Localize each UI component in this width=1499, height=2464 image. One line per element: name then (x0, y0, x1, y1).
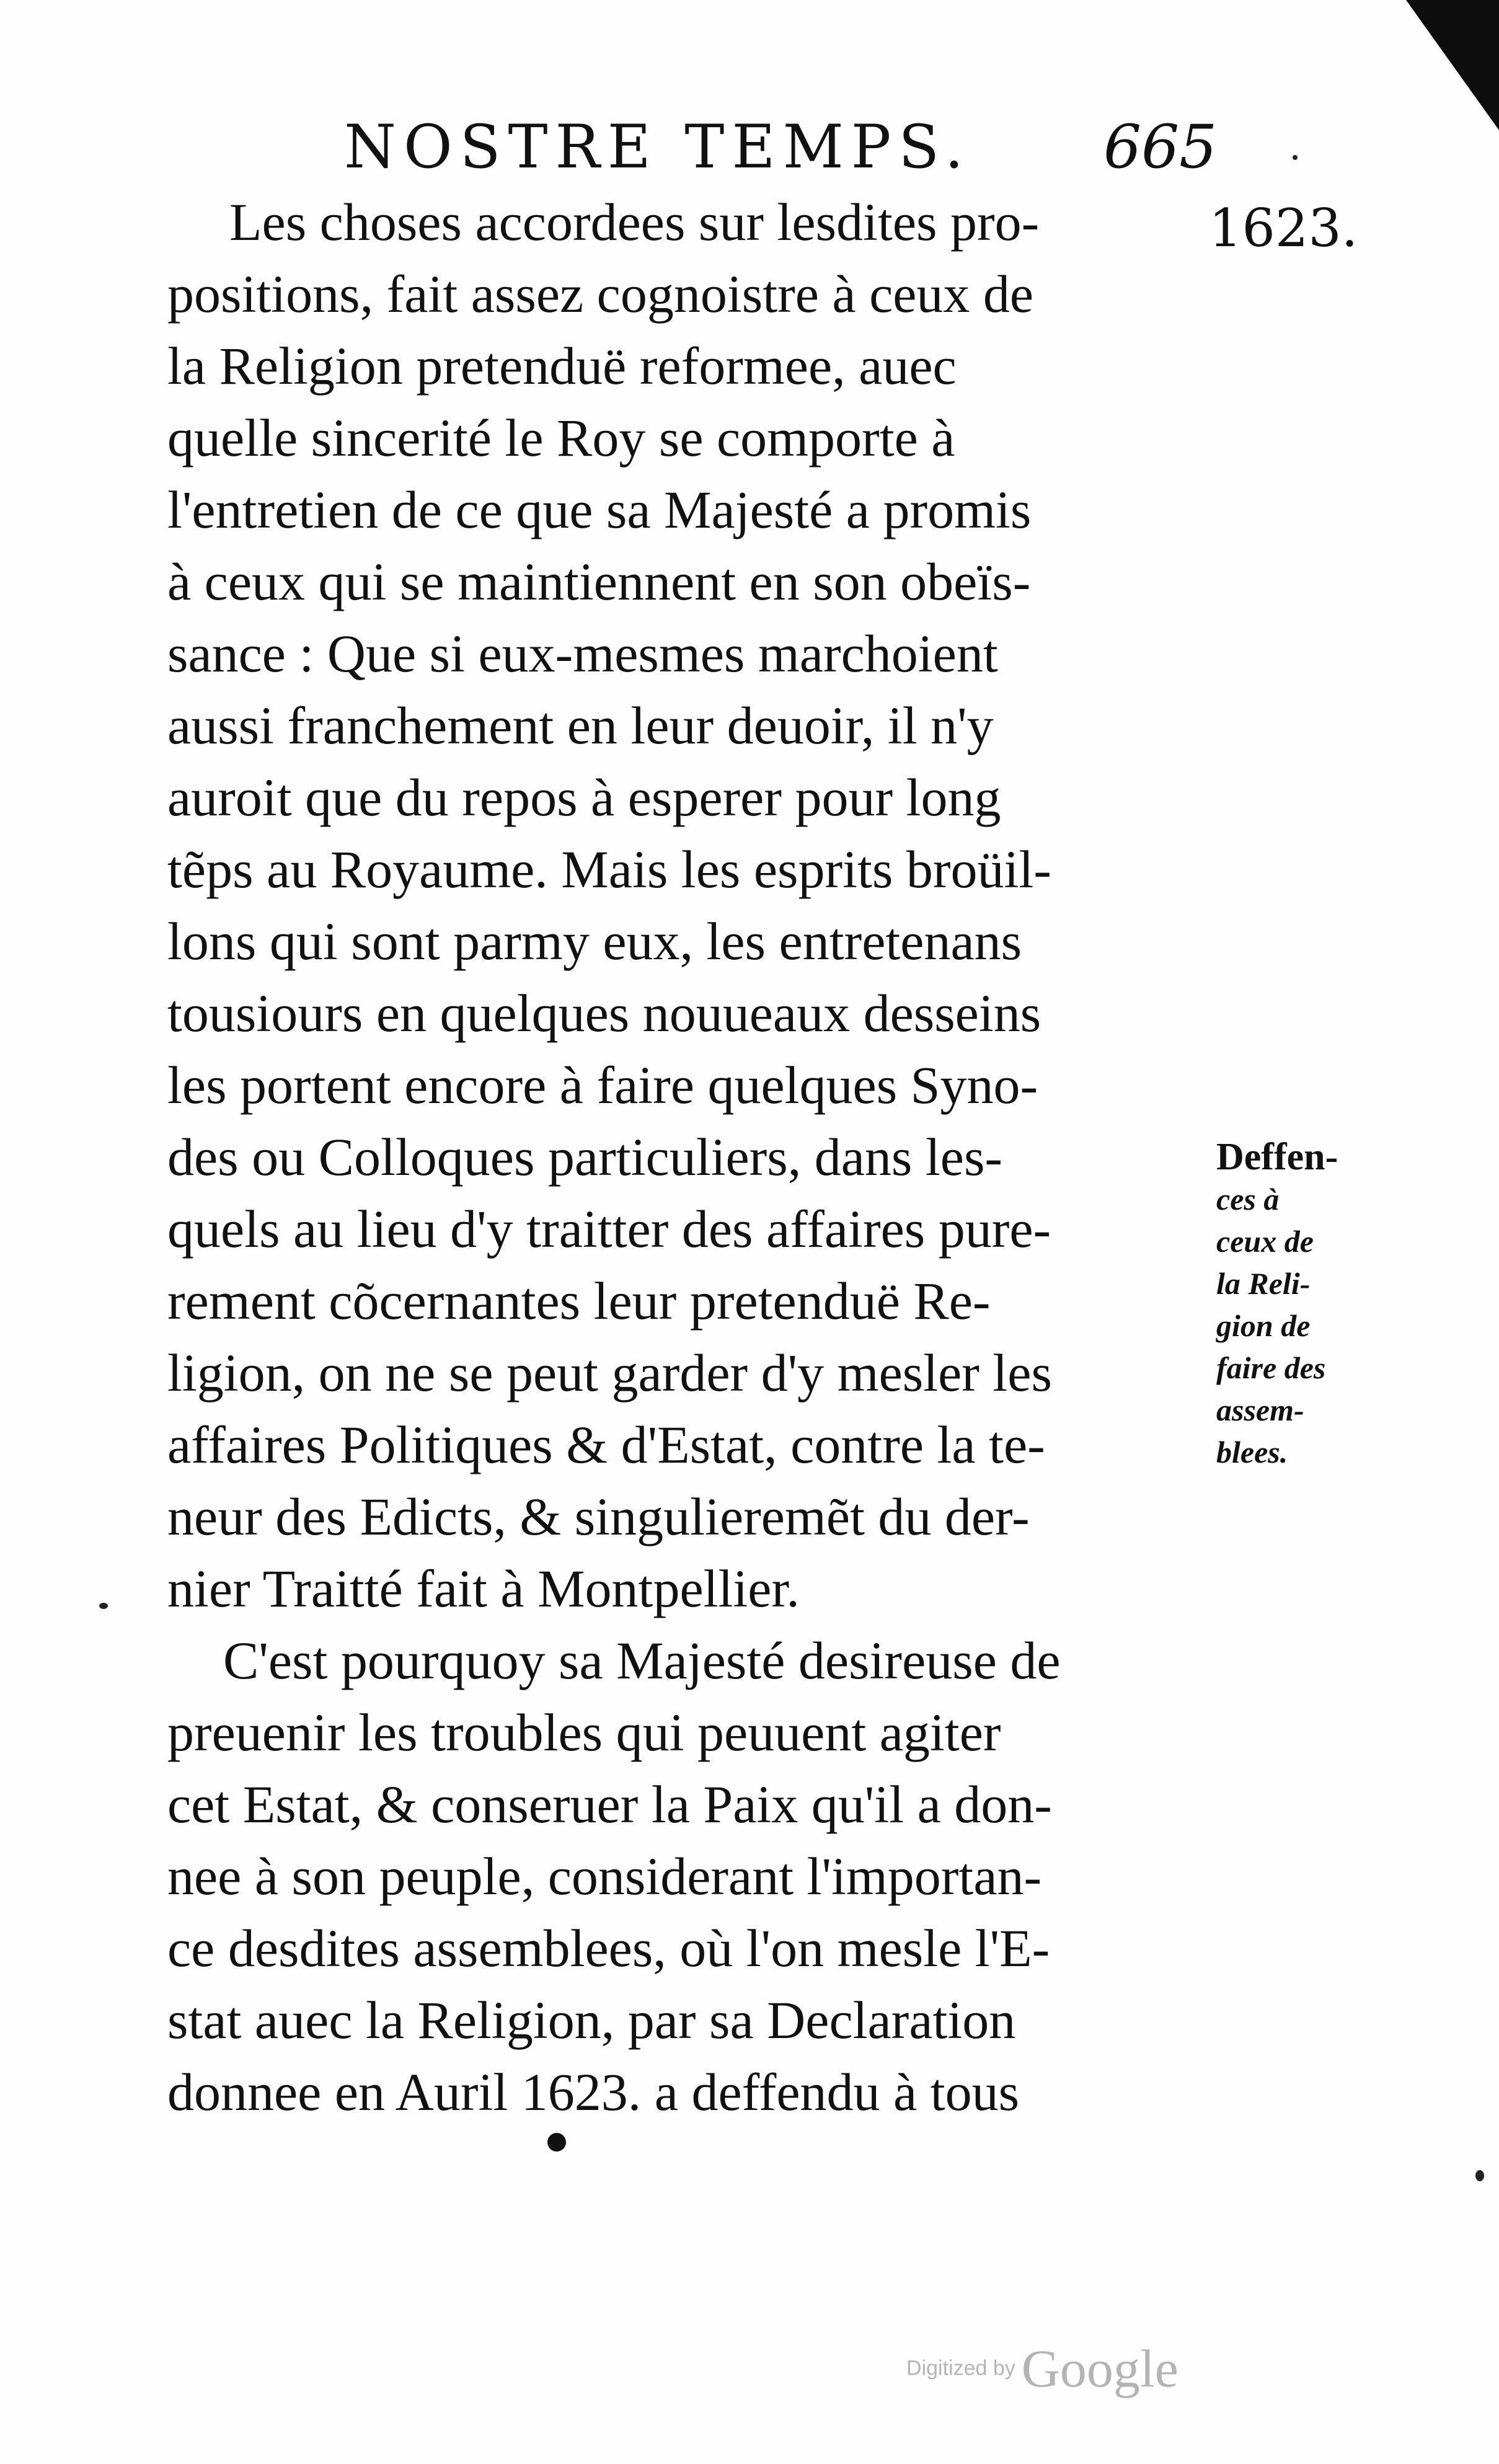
text-line: ligion, on ne se peut garder d'y mesler les (167, 1343, 1052, 1403)
text-line: neur des Edicts, & singulieremẽt du der- (167, 1487, 1030, 1546)
marginal-note-line: la Reli- (1216, 1266, 1311, 1301)
text-line: tousiours en quelques nouueaux desseins (167, 983, 1041, 1043)
marginal-note-line: blees. (1216, 1435, 1288, 1469)
marginal-note-line: faire des (1216, 1350, 1326, 1385)
marginal-note-line: assem- (1216, 1393, 1304, 1427)
text-line: rement cõcernantes leur pretenduë Re- (167, 1271, 991, 1331)
watermark-prefix: Digitized by (906, 2356, 1015, 2380)
text-line: à ceux qui se maintiennent en son obeïs- (167, 552, 1031, 611)
page-header (344, 113, 1243, 181)
text-line: nee à son peuple, considerant l'importan- (167, 1846, 1042, 1906)
running-head: NOSTRE TEMPS. (344, 112, 971, 182)
ink-dot (547, 2133, 566, 2152)
ink-speck (99, 1603, 108, 1609)
text-line: des ou Colloques particuliers, dans les- (167, 1127, 1003, 1187)
text-line: quels au lieu d'y traitter des affaires pure- (167, 1199, 1051, 1259)
text-line: tẽps au Royaume. Mais les esprits broüil- (167, 840, 1051, 899)
scan-corner-shadow (1406, 0, 1499, 130)
margin-year: 1623. (1209, 198, 1358, 259)
marginal-note-line: ces à (1216, 1182, 1280, 1216)
marginal-note-line: gion de (1216, 1308, 1311, 1343)
page-number: 665 (1103, 112, 1218, 182)
text-line: cet Estat, & conseruer la Paix qu'il a don- (167, 1775, 1052, 1834)
text-line: l'entretien de ce que sa Majesté a promis (167, 480, 1032, 539)
text-line: Les choses accordees sur lesdites pro- (229, 192, 1040, 252)
text-line: positions, fait assez cognoistre à ceux de (167, 264, 1034, 324)
text-line: sance : Que si eux-mesmes marchoient (167, 624, 998, 683)
watermark-brand: Google (1021, 2339, 1178, 2398)
text-line: les portent encore à faire quelques Syno- (167, 1055, 1038, 1115)
text-line: la Religion pretenduë reformee, auec (167, 336, 957, 396)
marginal-note-line: ceux de (1216, 1224, 1314, 1259)
body-text (167, 186, 1209, 2128)
text-line: auroit que du repos à esperer pour long (167, 768, 1001, 827)
text-line: donnee en Auril 1623. a deffendu à tous (167, 2062, 1020, 2122)
text-line: aussi franchement en leur deuoir, il n'y (167, 696, 994, 755)
text-line: affaires Politiques & d'Estat, contre la te- (167, 1415, 1045, 1474)
ink-speck (1293, 155, 1298, 160)
text-line: lons qui sont parmy eux, les entretenans (167, 911, 1022, 971)
text-line: quelle sincerité le Roy se comporte à (167, 408, 955, 468)
text-line: stat auec la Religion, par sa Declaration (167, 1990, 1016, 2050)
text-line: C'est pourquoy sa Majesté desireuse de (223, 1631, 1061, 1690)
text-line: nier Traitté fait à Montpellier. (167, 1559, 800, 1618)
marginal-note-line: Deffen- (1216, 1136, 1338, 1178)
digitized-watermark (906, 2338, 1178, 2400)
ink-speck (1475, 2170, 1484, 2181)
marginal-note (1216, 1136, 1371, 1473)
text-line: ce desdites assemblees, où l'on mesle l'E- (167, 1918, 1050, 1978)
text-line: preuenir les troubles qui peuuent agiter (167, 1703, 1001, 1762)
